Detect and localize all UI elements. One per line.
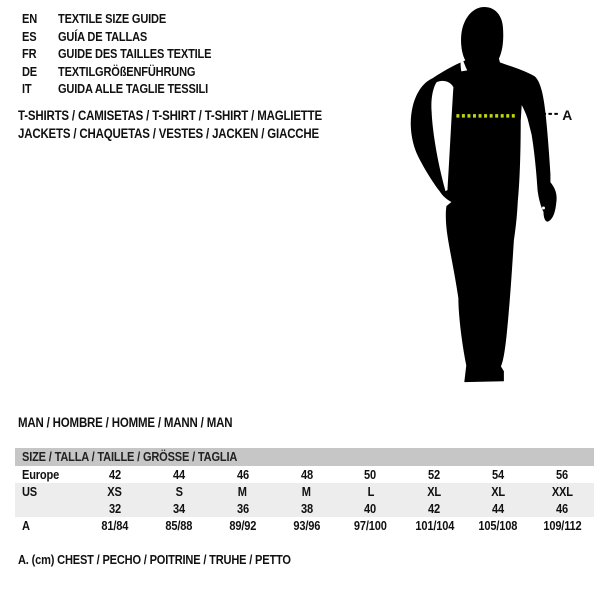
row-label: Europe [22, 467, 60, 482]
language-code: FR [22, 46, 37, 61]
language-row [22, 63, 238, 81]
size-cell: M [302, 484, 312, 499]
garment-categories [18, 107, 376, 143]
language-code: IT [22, 81, 32, 96]
language-row [22, 45, 238, 63]
section-title-text: MAN / HOMBRE / HOMME / MANN / MAN [18, 415, 233, 430]
size-cell: 46 [556, 501, 569, 516]
size-cell: 48 [300, 467, 313, 482]
size-cell: L [367, 484, 374, 499]
table-row-us [15, 483, 594, 500]
section-title [18, 415, 270, 430]
size-cell: XS [107, 484, 123, 499]
language-title: TEXTILGRÖßENFÜHRUNG [58, 63, 196, 79]
hand-crease [542, 206, 545, 209]
size-cell: 101/104 [414, 518, 454, 533]
size-cell: 44 [492, 501, 505, 516]
language-row [22, 28, 238, 46]
table-row-europe [15, 466, 594, 483]
category-line-jackets: JACKETS / CHAQUETAS / VESTES / JACKEN / GIACCHE [18, 126, 320, 141]
language-row [22, 80, 238, 98]
size-cell: 85/88 [165, 518, 193, 533]
size-cell: S [175, 484, 183, 499]
language-code: ES [22, 28, 37, 44]
measure-label: A [562, 106, 573, 123]
table-row-us-numeric [15, 500, 594, 517]
measurement-footnote [18, 552, 339, 567]
size-cell: 38 [300, 501, 313, 516]
size-table-header-text: SIZE / TALLA / TAILLE / GRÖSSE / TAGLIA [22, 449, 238, 464]
language-code: DE [22, 63, 38, 79]
language-title-list [22, 10, 238, 98]
size-cell: 40 [364, 501, 377, 516]
size-cell: 42 [108, 467, 121, 482]
size-cell: 81/84 [101, 518, 129, 533]
language-title: GUIDA ALLE TAGLIE TESSILI [58, 81, 209, 96]
size-cell: 44 [172, 467, 185, 482]
size-cell: 52 [428, 467, 441, 482]
size-cell: 54 [492, 467, 505, 482]
size-cell: 42 [428, 501, 441, 516]
size-cell: 36 [236, 501, 249, 516]
size-cell: 34 [172, 501, 185, 516]
size-cell: 105/108 [478, 518, 518, 533]
language-code: EN [22, 11, 38, 26]
row-label: US [22, 484, 38, 499]
size-cell: XL [427, 484, 442, 499]
row-label: A [22, 518, 30, 533]
size-cell: XXL [551, 484, 573, 499]
size-cell: M [238, 484, 248, 499]
size-cell: XL [491, 484, 506, 499]
language-title: GUIDE DES TAILLES TEXTILE [58, 46, 212, 61]
size-cell: 32 [108, 501, 121, 516]
size-cell: 93/96 [293, 518, 320, 533]
size-cell: 89/92 [229, 518, 257, 533]
table-row-chest-cm [15, 517, 594, 534]
size-cell: 56 [556, 467, 569, 482]
size-cell: 50 [364, 467, 377, 482]
size-table [15, 448, 594, 534]
category-line-tshirts: T-SHIRTS / CAMISETAS / T-SHIRT / T-SHIRT / MAGLIETTE [18, 108, 322, 123]
man-silhouette [411, 7, 557, 382]
size-cell: 109/112 [542, 518, 582, 533]
man-silhouette-svg [403, 4, 583, 400]
measurement-figure [403, 4, 583, 400]
size-cell: 46 [236, 467, 249, 482]
language-title: GUÍA DE TALLAS [58, 28, 148, 44]
language-row [22, 10, 238, 28]
measurement-footnote-text: A. (cm) CHEST / PECHO / POITRINE / TRUHE / PETTO [18, 552, 291, 567]
size-cell: 97/100 [354, 518, 387, 533]
size-table-header [15, 448, 594, 466]
language-title: TEXTILE SIZE GUIDE [58, 11, 167, 26]
